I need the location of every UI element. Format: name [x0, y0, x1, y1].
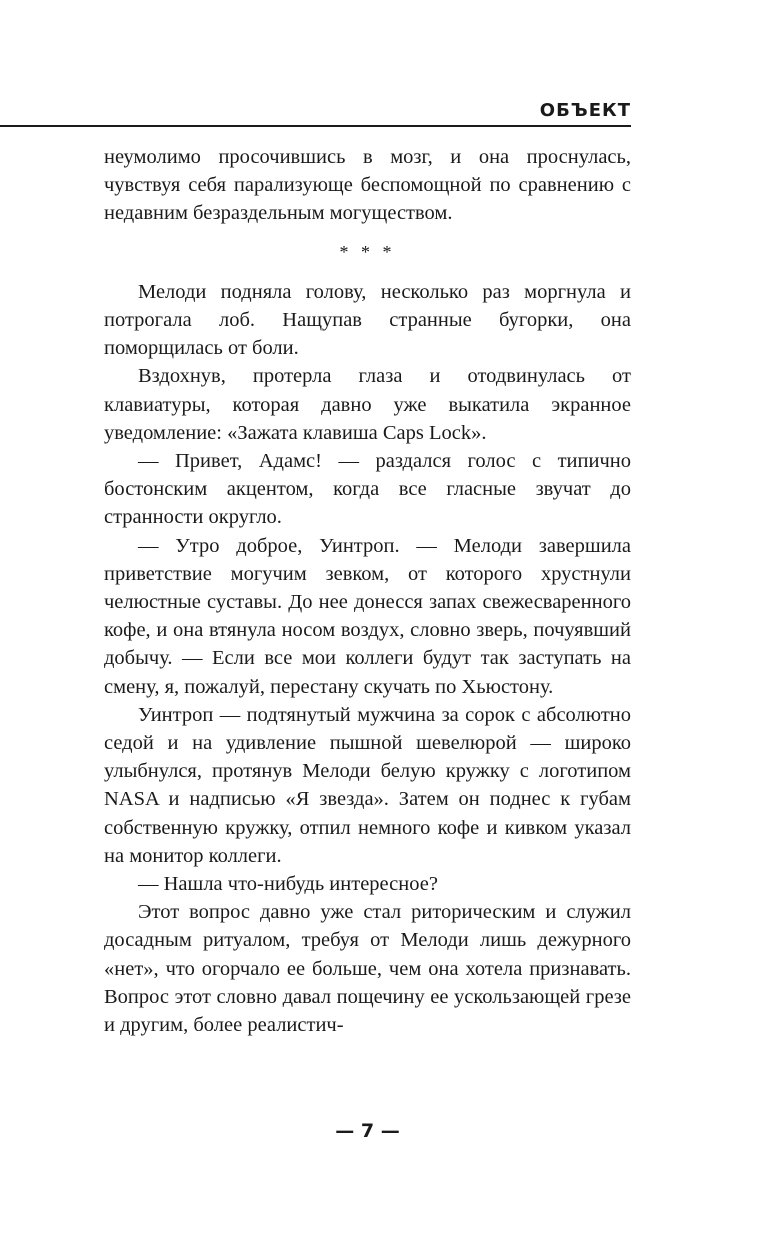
paragraph: — Привет, Адамс! — раздался голос с типично бостонским акцентом, когда все гласные звучат до странности округло. [104, 450, 631, 529]
paragraph: — Нашла что-нибудь интересное? [138, 873, 438, 896]
header-rule [0, 125, 631, 127]
running-header-title: ОБЪЕКТ [539, 100, 631, 121]
page-body [104, 143, 631, 1039]
section-separator: * * * [339, 241, 396, 262]
paragraph: Уинтроп — подтянутый мужчина за сорок с абсолютно седой и на удивление пышной шевелюрой — широко улыбнулся, протянув Мелоди белую кружку с логотипом NASA и надписью «Я звезда». Затем он поднес к губам собственную кружку, отпил немного кофе и кивком указал на монитор коллеги. [104, 703, 631, 867]
paragraph: Вздохнув, протерла глаза и отодвинулась от клавиатуры, которая давно уже выкатила экранное уведомление: «Зажата клавиша Caps Lock». [104, 365, 631, 444]
paragraph: — Утро доброе, Уинтроп. — Мелоди завершила приветствие могучим зевком, от которого хрустнули челюстные суставы. До нее донесся запах свежесваренного кофе, и она втянула носом воздух, словно зверь, почуявший добычу. — Если все мои коллеги будут так заступать на смену, я, пожалуй, перестану скучать по Хьюстону. [104, 534, 631, 698]
paragraph: Мелоди подняла голову, несколько раз моргнула и потрогала лоб. Нащупав странные бугорки, она поморщилась от боли. [104, 280, 631, 360]
paragraph-continuation: неумолимо просочившись в мозг, и она проснулась, чувствуя себя парализующе беспомощной по сравнению с недавним безраздельным могуществом. [104, 146, 631, 225]
paragraph: Этот вопрос давно уже стал риторическим и служил досадным ритуалом, требуя от Мелоди лишь дежурного «нет», что огорчало ее больше, чем она хотела признавать. Вопрос этот словно давал пощечину ее ускользающей грезе и другим, более реалистич- [104, 901, 631, 1037]
page-number: — 7 — [335, 1120, 400, 1142]
